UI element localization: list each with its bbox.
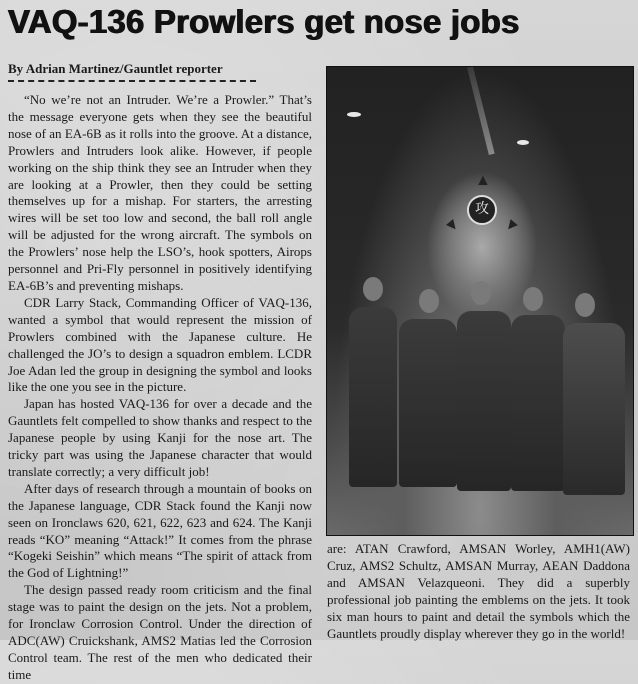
byline-divider — [8, 80, 256, 82]
person-head — [363, 277, 383, 301]
person — [399, 319, 457, 487]
arrow-up-icon: ▲ — [475, 172, 491, 189]
paragraph: “No we’re not an Intruder. We’re a Prowler.” That’s the message everyone gets when they see the beautiful nose of an EA-6B as it rolls into the groove. At a distance, Prowlers and Intruders look alike. However, if people working on the ship think they see an Intruder when they are looking at a Prowler, then they could be setting themselves up for a mishap. For starters, the arresting wires will be set too low and second, the ball roll angle will be adjusted for the wrong aircraft. The symbols on the Prowlers’ nose help the LSO’s, hook spotters, Airops personnel and Pri-Fly personnel in positively identifying EA-6B’s and preventing mishaps. — [8, 92, 312, 293]
article-column-left — [8, 92, 312, 684]
headline: VAQ-136 Prowlers get nose jobs — [8, 3, 520, 40]
person-head — [575, 293, 595, 317]
person — [457, 311, 511, 491]
paragraph: are: ATAN Crawford, AMSAN Worley, AMH1(AW) Cruz, AMS2 Schultz, AMSAN Murray, AEAN Daddona and AMSAN Velazqueoni. They did a superbly professional job painting the emblems on the jets. It took six man hours to paint and detail the symbols which the Gauntlets proudly display wherever they go in the world! — [327, 541, 630, 641]
paragraph: The design passed ready room criticism and the final stage was to paint the design on the jets. Not a problem, for Ironclaw Corrosion Control. Under the direction of ADC(AW) Cruickshank, AMS2 Matias led the Corrosion Control team. The rest of the men who dedicated their time — [8, 582, 312, 682]
paragraph: Japan has hosted VAQ-136 for over a decade and the Gauntlets felt compelled to show thanks and respect to the Japanese people by using Kanji for the nose art. The tricky part was using the Japanese character that would translate correctly; a very difficult job! — [8, 396, 312, 479]
hangar-light — [347, 112, 361, 117]
byline: By Adrian Martinez/Gauntlet reporter — [8, 61, 223, 76]
person — [511, 315, 565, 491]
arrow-down-left-icon: ▼ — [441, 214, 465, 238]
paragraph: After days of research through a mountain of books on the Japanese language, CDR Stack found the Kanji now seen on Ironclaws 620, 621, 622, 623 and 624. The Kanji reads “KO” meaning “Attack!” It comes from the phrase “Kogeki Seishin” which means “The spirit of attack from the God of Lightning!” — [8, 480, 312, 581]
article-column-right — [327, 541, 630, 642]
refuel-probe — [467, 66, 495, 155]
article-photo — [326, 66, 634, 536]
hangar-light — [517, 140, 529, 145]
person — [563, 323, 625, 495]
arrow-down-right-icon: ▼ — [499, 214, 523, 238]
person — [349, 307, 397, 487]
paragraph: CDR Larry Stack, Commanding Officer of VAQ-136, wanted a symbol that would represent the mission of Prowlers combined with the Japanese culture. He challenged the JO’s to design a squadron emblem. LCDR Joe Adan led the group in designing the symbol and looks like the one you see in the picture. — [8, 294, 312, 395]
person-head — [419, 289, 439, 313]
person-head — [471, 281, 491, 305]
kanji-emblem: 攻 — [467, 195, 497, 225]
person-head — [523, 287, 543, 311]
